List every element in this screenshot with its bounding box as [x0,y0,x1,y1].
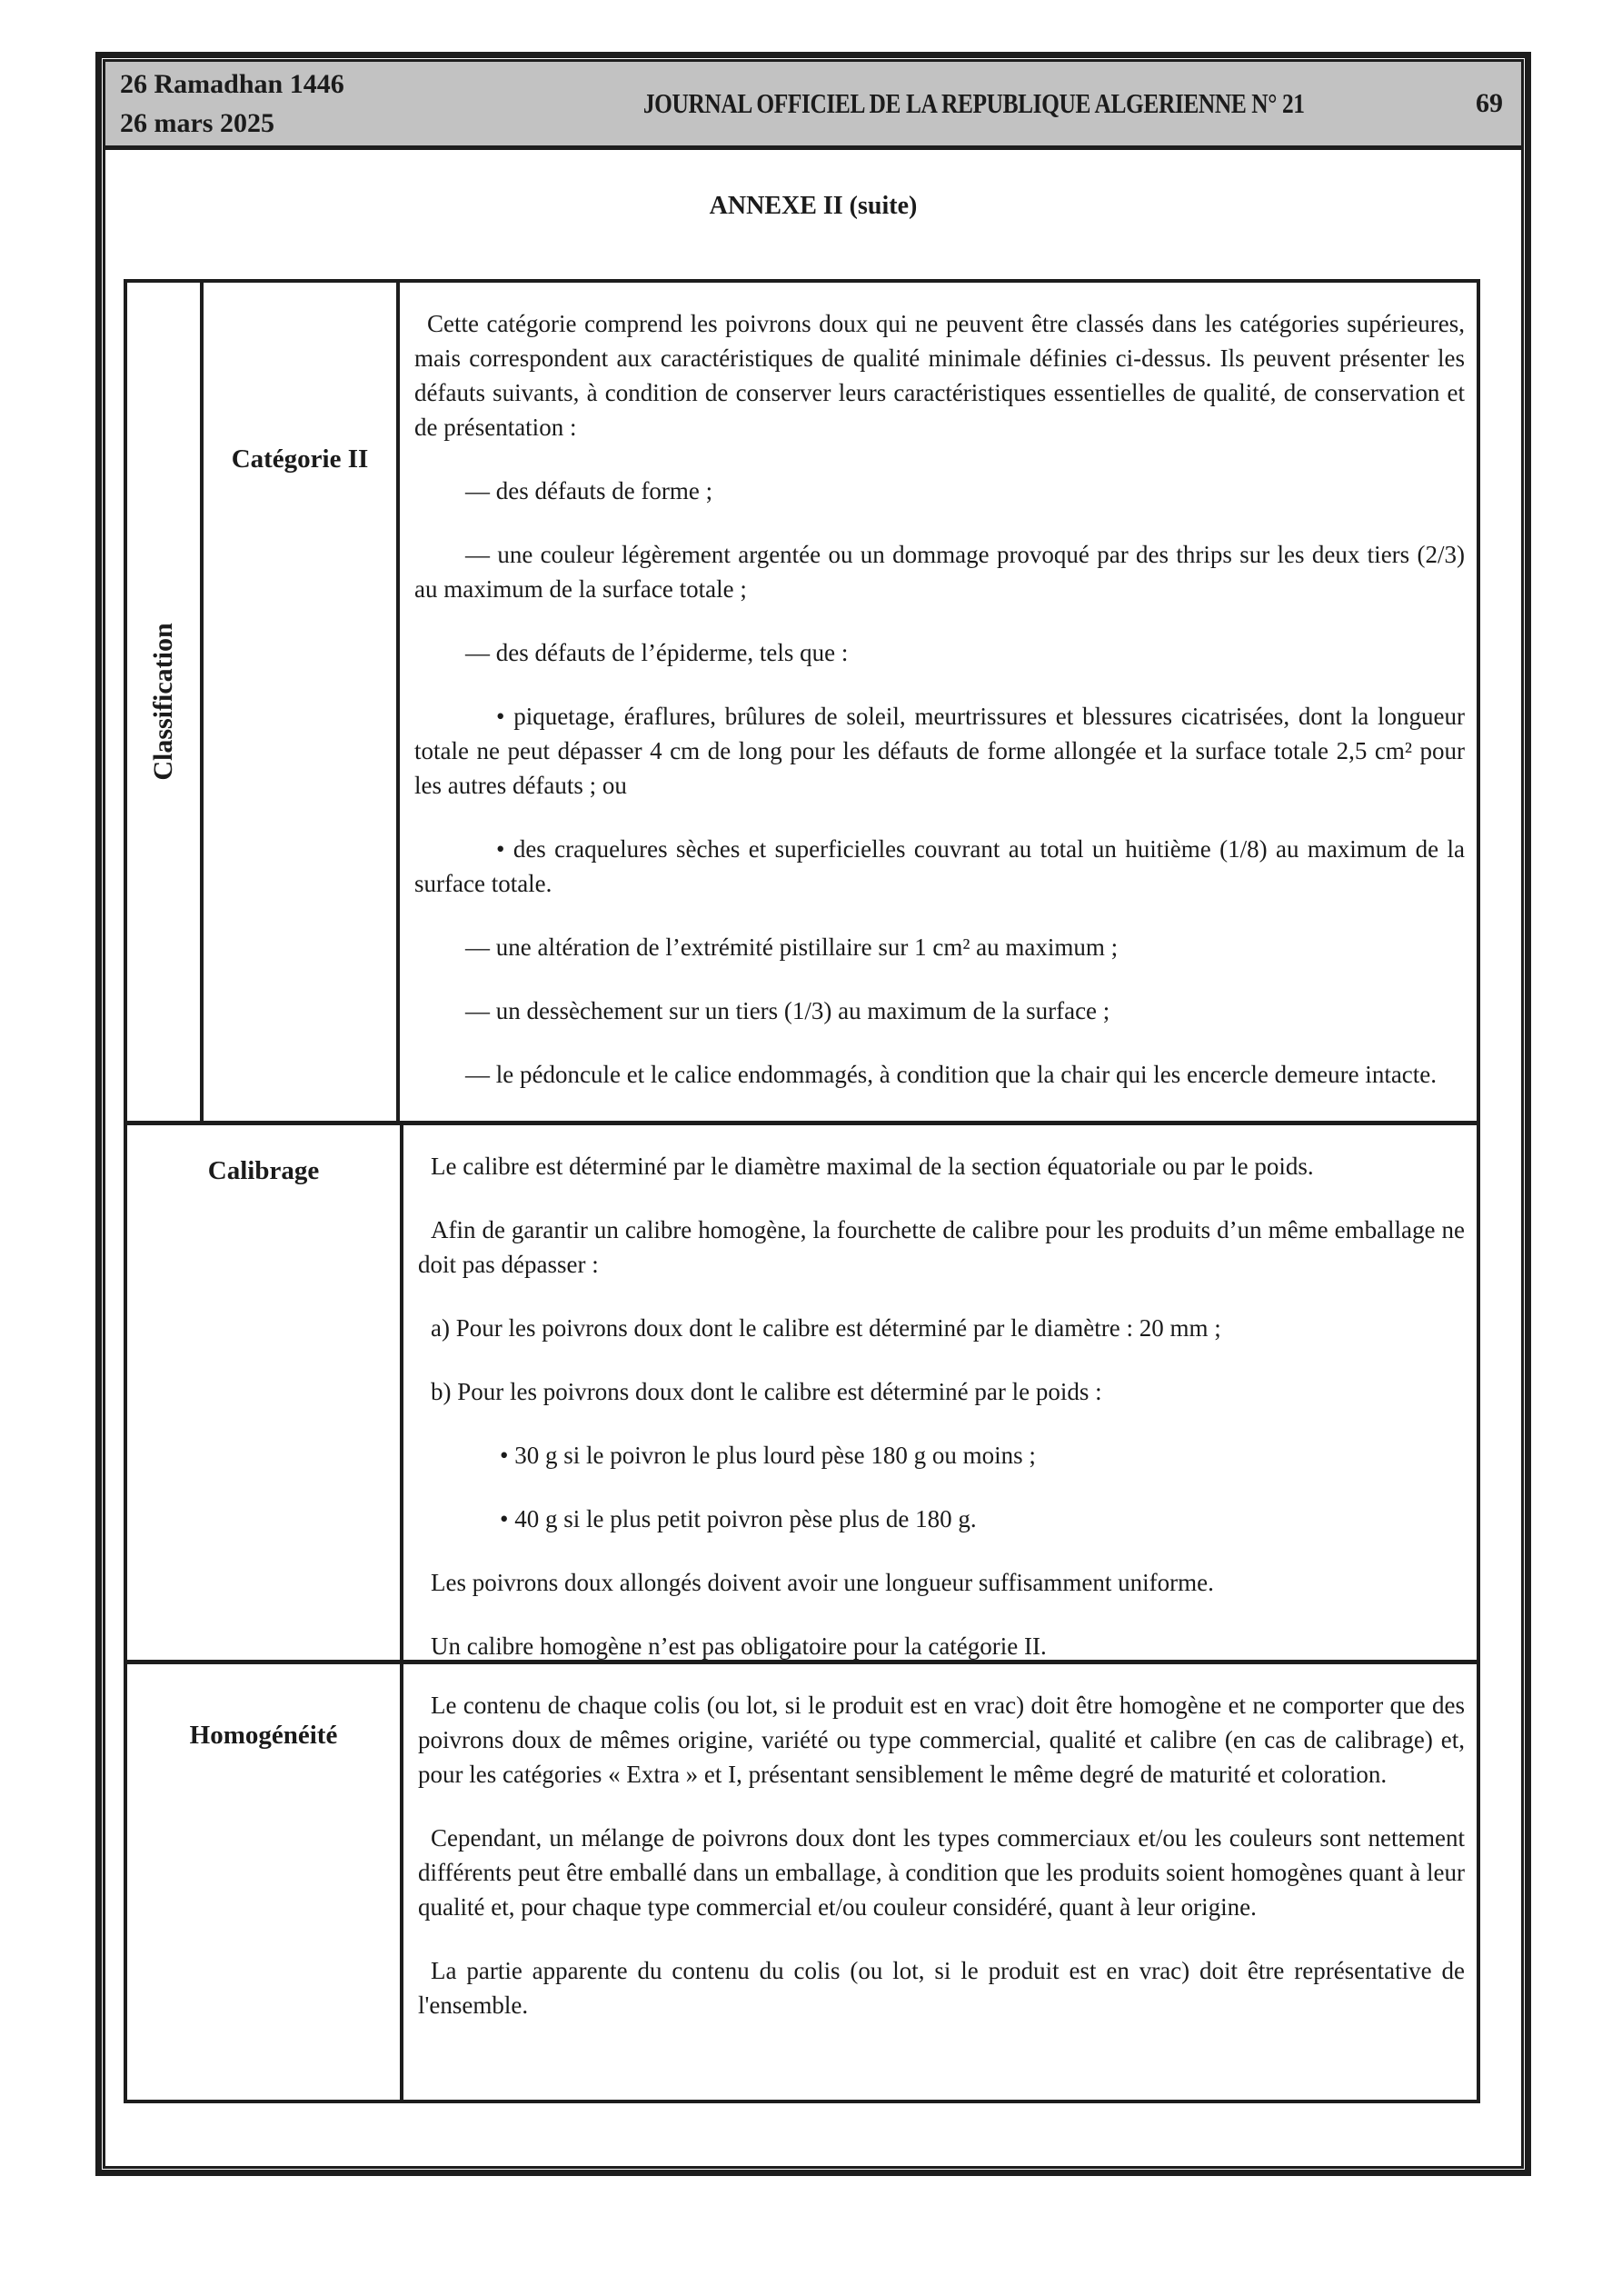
classification-table [124,279,1480,2103]
categorie-ii-label-cell [204,283,400,1121]
bullet-item: • piquetage, éraflures, brûlures de soleil, meurtrissures et blessures cicatrisées, dont la longueur totale ne peut dépasser 4 cm de long pour les défauts de forme allongée et la surface totale 2,5 cm² pour les autres défauts ; ou [414,703,1465,799]
page-number: 69 [1476,88,1503,118]
dash-item: — une altération de l’extrémité pistillaire sur 1 cm² au maximum ; [465,933,1119,961]
paragraph: Les poivrons doux allongés doivent avoir une longueur suffisamment uniforme. [431,1569,1214,1596]
dash-item: — une couleur légèrement argentée ou un dommage provoqué par des thrips sur les deux tiers (2/3) au maximum de la surface totale ; [414,541,1465,603]
categorie-ii-content [400,283,1477,1121]
paragraph: Cette catégorie comprend les poivrons doux qui ne peuvent être classés dans les catégories supérieures, mais correspondent aux caractéristiques de qualité minimale définies ci-dessus. Ils peuvent présenter les défauts suivants, à condition de conserver leurs caractéristiques essentielles de qualité, de conservation et de présentation : [414,310,1465,441]
annexe-title: ANNEXE II (suite) [709,192,918,220]
calibrage-label-cell [127,1125,403,1660]
homogeneite-label: Homogénéité [189,1721,338,1750]
bullet-item: • 30 g si le poivron le plus lourd pèse 180 g ou moins ; [500,1442,1036,1469]
table-row-homogeneite [127,1664,1477,2100]
paragraph: a) Pour les poivrons doux dont le calibre est déterminé par le diamètre : 20 mm ; [431,1314,1221,1342]
journal-title-wrap [511,87,1438,120]
paragraph: Le calibre est déterminé par le diamètre maximal de la section équatoriale ou par le poids. [431,1153,1314,1180]
homogeneite-content [403,1664,1477,2100]
dash-item: — un dessèchement sur un tiers (1/3) au maximum de la surface ; [465,997,1110,1024]
journal-header [105,62,1521,150]
paragraph: La partie apparente du contenu du colis (ou lot, si le produit est en vrac) doit être représentative de l'ensemble. [418,1957,1465,2019]
dash-item: — le pédoncule et le calice endommagés, à condition que la chair qui les encercle demeure intacte. [465,1061,1438,1088]
paragraph: Afin de garantir un calibre homogène, la fourchette de calibre pour les produits d’un même emballage ne doit pas dépasser : [418,1216,1465,1278]
paragraph: Cependant, un mélange de poivrons doux dont les types commerciaux et/ou les couleurs sont nettement différents peut être emballé dans un emballage, à condition que les produits soient homogènes quant à leur qualité et, pour chaque type commercial et/ou couleur considéré, quant à leur origine. [418,1824,1465,1921]
journal-title: JOURNAL OFFICIEL DE LA REPUBLIQUE ALGERIENNE N° 21 [643,87,1305,119]
page-frame-inner [103,59,1524,2169]
classification-cell [127,283,204,1121]
page-frame [95,52,1531,2176]
header-dates [120,65,511,143]
categorie-ii-label: Catégorie II [231,444,369,474]
table-row-categorie-ii [127,283,1477,1125]
homogeneite-label-cell [127,1664,403,2100]
paragraph: Le contenu de chaque colis (ou lot, si le produit est en vrac) doit être homogène et ne comporter que des poivrons doux de mêmes origine, variété ou type commercial, qualité et calibre (en cas de calibrage) et, pour les catégories « Extra » et I, présentant sensiblement le même degré de maturité et coloration. [418,1692,1465,1788]
bullet-item: • des craquelures sèches et superficielles couvrant au total un huitième (1/8) au maximum de la surface totale. [414,835,1465,897]
paragraph: Un calibre homogène n’est pas obligatoire pour la catégorie II. [431,1632,1047,1660]
table-row-calibrage [127,1125,1477,1664]
calibrage-label: Calibrage [207,1156,320,1185]
classification-label: Classification [148,623,178,781]
hijri-date: 26 Ramadhan 1446 [120,69,344,99]
paragraph: b) Pour les poivrons doux dont le calibre est déterminé par le poids : [431,1378,1102,1405]
bullet-item: • 40 g si le plus petit poivron pèse plus de 180 g. [500,1505,977,1532]
dash-item: — des défauts de l’épiderme, tels que : [465,639,849,666]
calibrage-content [403,1125,1477,1660]
gregorian-date: 26 mars 2025 [120,108,274,138]
dash-item: — des défauts de forme ; [465,477,713,504]
